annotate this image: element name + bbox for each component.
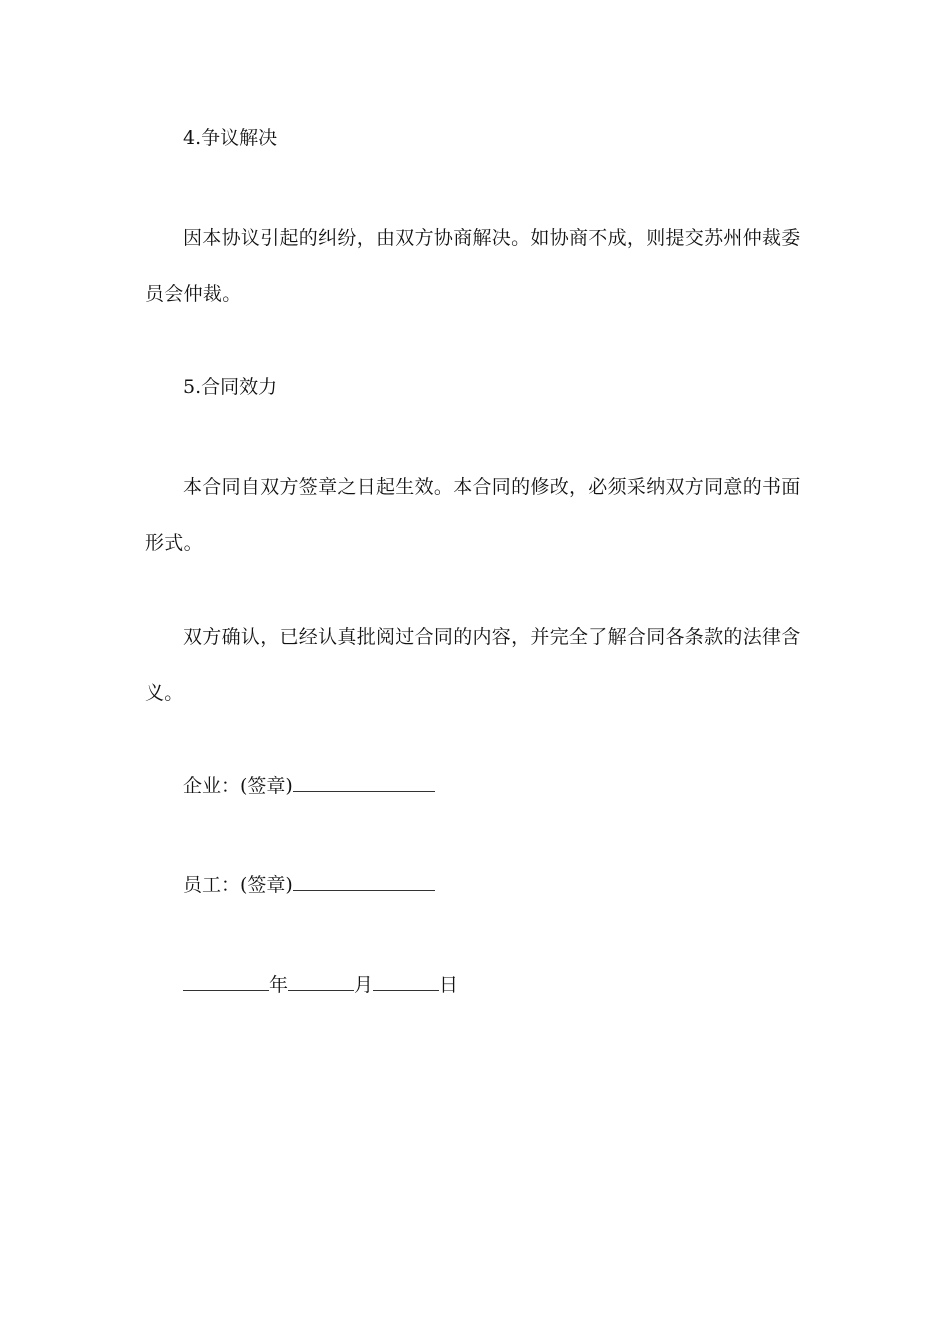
day-blank <box>373 972 439 991</box>
day-label: 日 <box>439 974 459 996</box>
section-body-dispute: 因本协议引起的纠纷，由双方协商解决。如协商不成，则提交苏州仲裁委员会仲裁。 <box>145 227 801 305</box>
date-line <box>183 972 853 997</box>
month-label: 月 <box>354 974 374 996</box>
employee-signature-blank <box>293 872 435 891</box>
section-heading-validity: 5.合同效力 <box>183 376 278 398</box>
confirmation-paragraph: 双方确认，已经认真批阅过合同的内容，并完全了解合同各条款的法律含义。 <box>145 626 801 704</box>
company-signature-line <box>183 773 853 798</box>
year-blank <box>183 972 269 991</box>
year-label: 年 <box>269 974 289 996</box>
company-signature-label: 企业：(签章) <box>183 775 293 797</box>
employee-signature-label: 员工：(签章) <box>183 874 293 896</box>
company-signature-blank <box>293 773 435 792</box>
section-body-validity: 本合同自双方签章之日起生效。本合同的修改，必须采纳双方同意的书面形式。 <box>145 476 801 554</box>
section-heading-dispute: 4.争议解决 <box>183 127 278 149</box>
month-blank <box>288 972 354 991</box>
employee-signature-line <box>183 872 853 897</box>
